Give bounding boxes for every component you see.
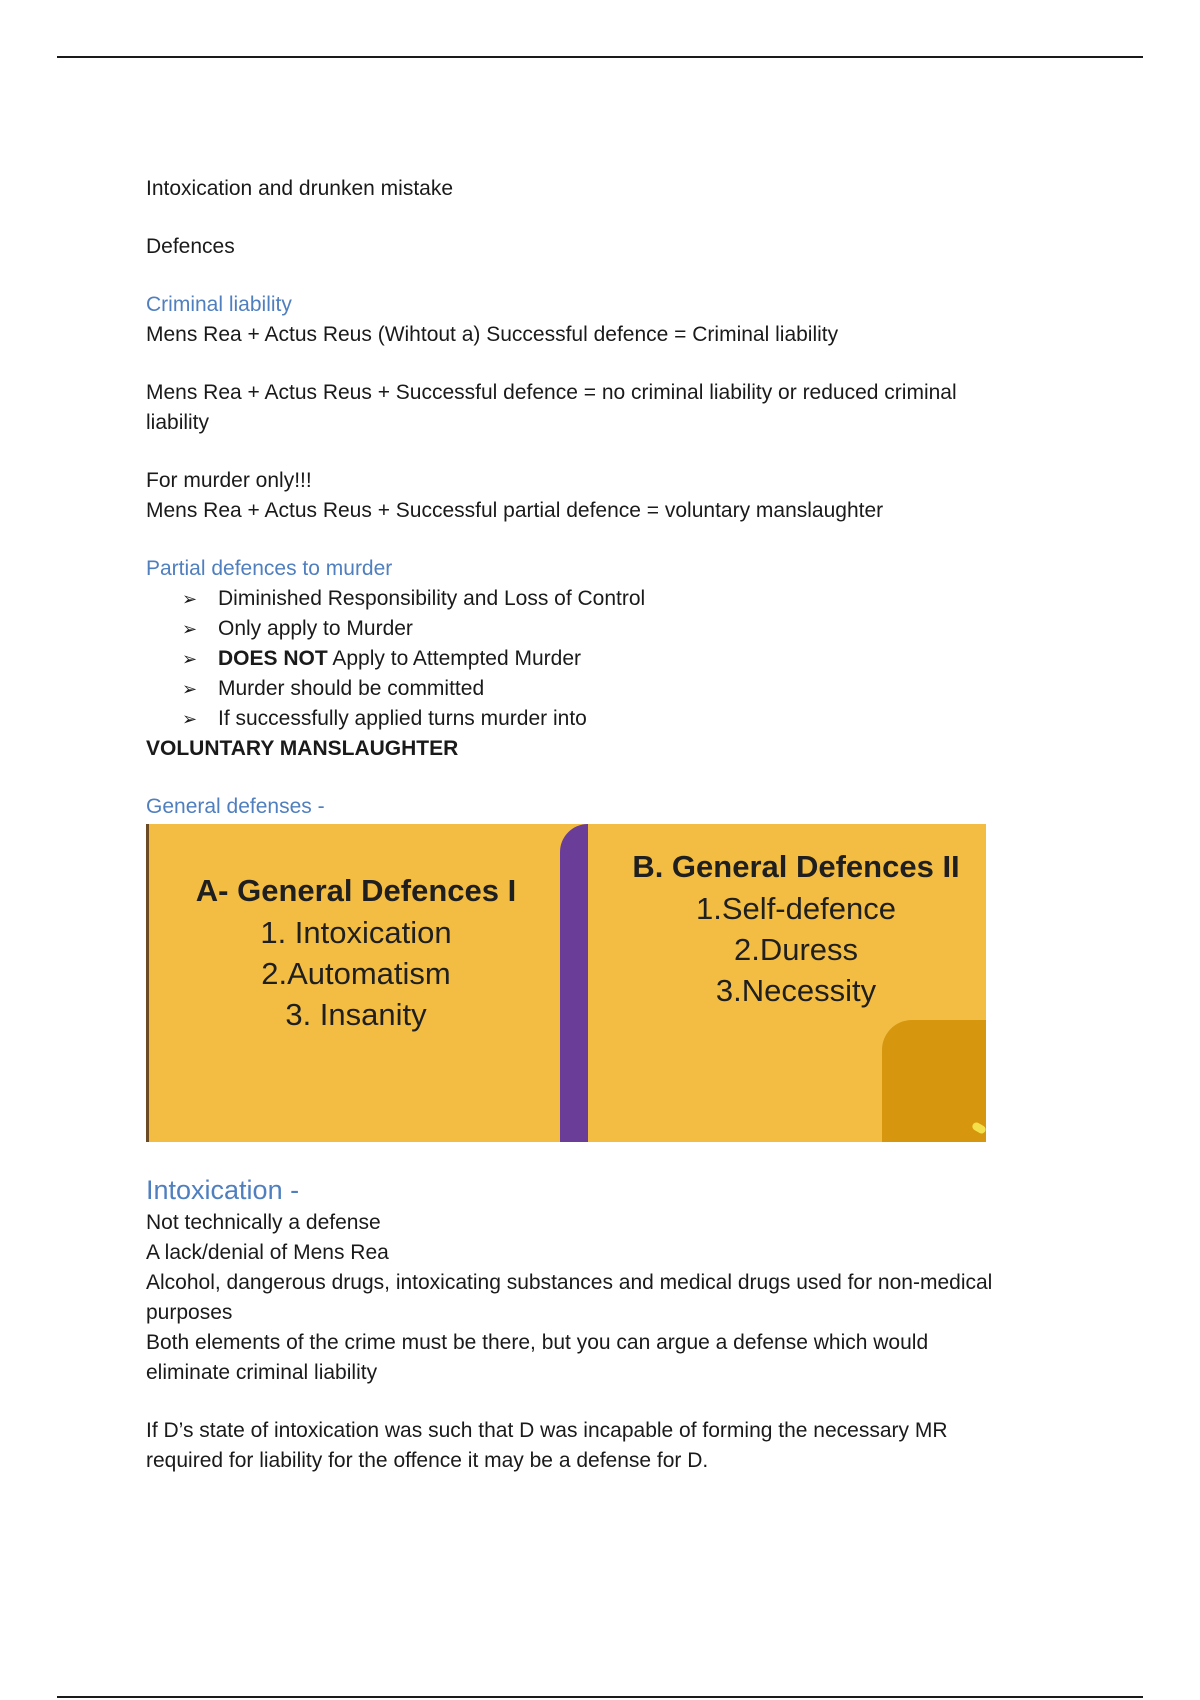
intoxication-line: Both elements of the crime must be there, but you can argue a defense which would eliminate criminal liability bbox=[146, 1331, 929, 1384]
intoxication-heading: Intoxication - bbox=[146, 1175, 300, 1205]
general-defenses-heading: General defenses - bbox=[146, 795, 325, 818]
document-body bbox=[146, 174, 1046, 1476]
liability-formula-3: Mens Rea + Actus Reus + Successful partial defence = voluntary manslaughter bbox=[146, 499, 884, 522]
liability-formula-1: Mens Rea + Actus Reus (Wihtout a) Successful defence = Criminal liability bbox=[146, 323, 839, 346]
defences-label: Defences bbox=[146, 235, 235, 258]
list-item: ➢ DOES NOT Apply to Attempted Murder bbox=[182, 644, 1046, 674]
intoxication-final-paragraph: If D’s state of intoxication was such that D was incapable of forming the necessary MR required for liability for the offence it may be a defense for D. bbox=[146, 1419, 948, 1472]
general-defences-2-title: B. General Defences II bbox=[632, 849, 960, 884]
arrow-bullet-icon: ➢ bbox=[182, 619, 198, 639]
intoxication-line: Not technically a defense bbox=[146, 1211, 381, 1234]
slide-divider-bar bbox=[560, 824, 588, 1142]
general-defence-item: 3.Necessity bbox=[715, 973, 877, 1008]
document-title: Intoxication and drunken mistake bbox=[146, 177, 454, 200]
arrow-bullet-icon: ➢ bbox=[182, 589, 198, 609]
slide-corner-shape bbox=[882, 1020, 986, 1142]
general-defence-item: 1.Self-defence bbox=[696, 891, 896, 926]
general-defences-1-column bbox=[166, 870, 546, 1035]
liability-formula-2: Mens Rea + Actus Reus + Successful defence = no criminal liability or reduced criminal liability bbox=[146, 381, 957, 434]
partial-defences-heading: Partial defences to murder bbox=[146, 557, 393, 580]
arrow-bullet-icon: ➢ bbox=[182, 709, 198, 729]
slide-left-edge bbox=[146, 824, 149, 1142]
partial-defences-list bbox=[146, 584, 1046, 734]
voluntary-manslaughter-label: VOLUNTARY MANSLAUGHTER bbox=[146, 737, 459, 760]
top-rule bbox=[57, 56, 1143, 58]
general-defence-item: 1. Intoxication bbox=[260, 915, 452, 950]
list-item: ➢ Murder should be committed bbox=[182, 674, 1046, 704]
list-item: ➢ If successfully applied turns murder into bbox=[182, 704, 1046, 734]
general-defences-1-title: A- General Defences I bbox=[195, 873, 517, 908]
list-item: ➢ Only apply to Murder bbox=[182, 614, 1046, 644]
arrow-bullet-icon: ➢ bbox=[182, 649, 198, 669]
general-defence-item: 2.Duress bbox=[733, 932, 859, 967]
intoxication-line: A lack/denial of Mens Rea bbox=[146, 1241, 389, 1264]
general-defences-2-column bbox=[616, 846, 976, 1011]
arrow-bullet-icon: ➢ bbox=[182, 679, 198, 699]
list-item: ➢ Diminished Responsibility and Loss of Control bbox=[182, 584, 1046, 614]
intoxication-line: Alcohol, dangerous drugs, intoxicating substances and medical drugs used for non-medical purposes bbox=[146, 1271, 993, 1324]
bottom-rule bbox=[57, 1696, 1143, 1698]
criminal-liability-heading: Criminal liability bbox=[146, 293, 292, 316]
general-defence-item: 3. Insanity bbox=[285, 997, 427, 1032]
murder-only-note: For murder only!!! bbox=[146, 469, 312, 492]
general-defences-slide-image bbox=[146, 824, 986, 1142]
general-defence-item: 2.Automatism bbox=[261, 956, 451, 991]
